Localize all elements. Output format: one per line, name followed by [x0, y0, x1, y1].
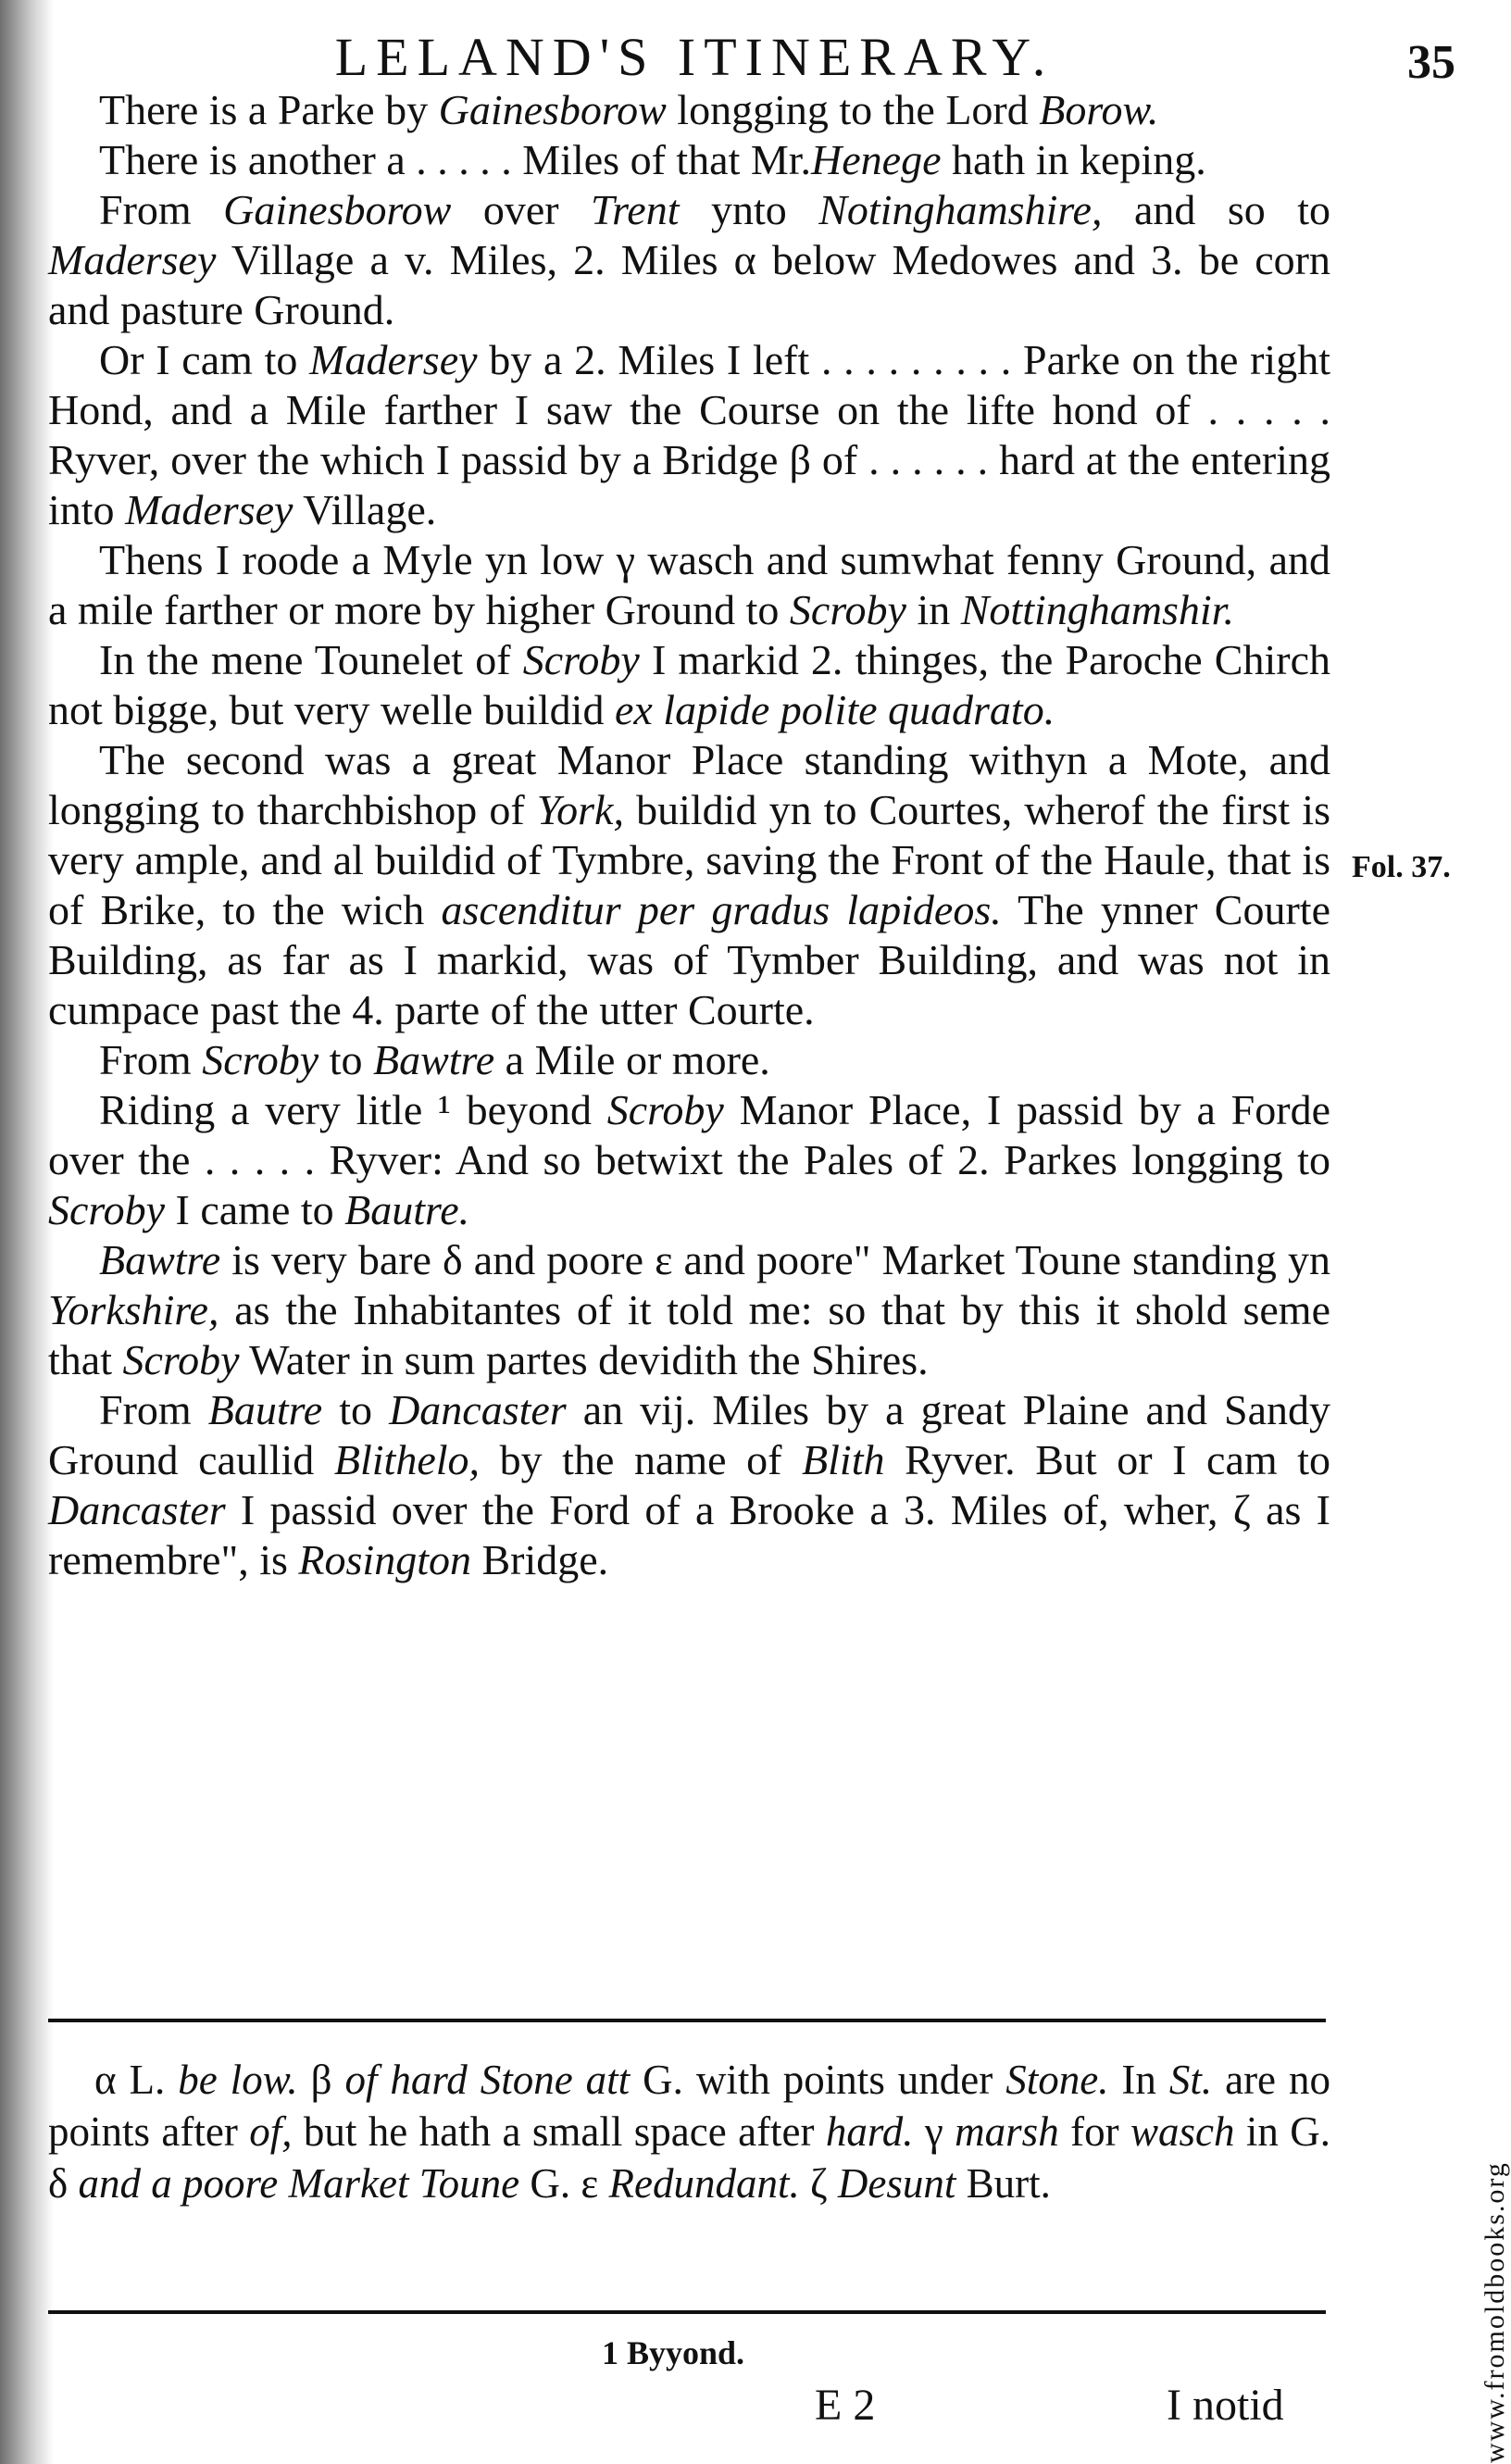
italic-run: Dancaster: [389, 1386, 567, 1433]
footnote: 1 Byyond.: [602, 2334, 745, 2371]
italic-run: Redundant.: [608, 2160, 800, 2207]
italic-run: Nottinghamshir.: [960, 586, 1234, 633]
italic-run: ex lapide polite quadrato.: [614, 686, 1055, 733]
italic-run: Bautre: [207, 1386, 323, 1433]
italic-run: Desunt: [837, 2160, 956, 2207]
italic-run: Madersey: [48, 236, 217, 283]
margin-note: Fol. 37.: [1352, 850, 1451, 884]
italic-run: Bawtre: [99, 1236, 221, 1283]
italic-run: Gainesborow: [438, 86, 667, 133]
italic-run: marsh: [955, 2108, 1059, 2155]
paragraph: In the mene Tounelet of Scroby I markid 2. thinges, the Paroche Chirch not bigge, but very welle buildid ex lapide polite quadrato.: [48, 636, 1330, 733]
paragraph: Bawtre is very bare δ and poore ε and poore" Market Toune standing yn Yorkshire, as the Inhabitantes of it told me: so that by this it shold seme that Scroby Water in sum partes devidith the Shires.: [48, 1236, 1330, 1383]
italic-run: York,: [536, 786, 624, 833]
italic-run: Scroby: [48, 1186, 166, 1233]
italic-run: Blith: [802, 1436, 885, 1483]
paragraph: From Gainesborow over Trent ynto Notinghamshire, and so to Madersey Village a v. Miles, 2. Miles α below Medowes and 3. be corn and pasture Ground.: [48, 186, 1330, 333]
catchword: I notid: [1167, 2381, 1284, 2430]
italic-run: Bawtre: [373, 1036, 495, 1083]
italic-run: be low.: [178, 2057, 298, 2103]
notes-divider-top: [48, 2019, 1326, 2022]
paragraph: Thens I roode a Myle yn low γ wasch and sumwhat fenny Ground, and a mile farther or more by higher Ground to Scroby in Nottinghamshir.: [48, 536, 1330, 633]
italic-run: Blithelo,: [333, 1436, 481, 1483]
paragraph: There is another a . . . . . Miles of that Mr.Henege hath in keping.: [99, 136, 1206, 183]
italic-run: Trent: [591, 186, 680, 233]
italic-run: Scroby: [606, 1086, 724, 1133]
paragraph: Or I cam to Madersey by a 2. Miles I left . . . . . . . . . Parke on the right Hond, and a Mile farther I saw the Course on the lifte hond of . . . . . Ryver, over the which I passid by a Bridge β of . . . . . . hard at the entering into Madersey Village.: [48, 336, 1330, 533]
signature-mark: E 2: [815, 2381, 876, 2430]
page-number: 35: [1407, 36, 1455, 89]
paragraph: There is a Parke by Gainesborow longging to the Lord Borow.: [99, 86, 1159, 133]
italic-run: Scroby: [202, 1036, 319, 1083]
italic-run: wasch: [1130, 2108, 1235, 2155]
italic-run: Bautre.: [344, 1186, 470, 1233]
paragraph: From Bautre to Dancaster an vij. Miles by a great Plaine and Sandy Ground caullid Blithelo, by the name of Blith Ryver. But or I cam to Dancaster I passid over the Ford of a Brooke a 3. Miles of, wher, ζ as I remembre", is Rosington Bridge.: [48, 1386, 1330, 1583]
italic-run: of,: [249, 2108, 293, 2155]
paragraph: Riding a very litle ¹ beyond Scroby Manor Place, I passid by a Forde over the . . . . . Ryver: And so betwixt the Pales of 2. Parkes longging to Scroby I came to Bautre.: [48, 1086, 1330, 1233]
italic-run: ascenditur per gradus lapideos.: [441, 886, 1002, 933]
italic-run: St.: [1168, 2057, 1213, 2103]
italic-run: Scroby: [522, 636, 640, 683]
italic-run: of hard Stone att: [344, 2057, 631, 2103]
paragraph: From Scroby to Bawtre a Mile or more.: [99, 1036, 770, 1083]
running-head: LELAND'S ITINERARY.: [334, 27, 1055, 87]
italic-run: Notinghamshire,: [818, 186, 1103, 233]
italic-run: Scroby: [122, 1336, 240, 1383]
page-gutter-shadow: [0, 0, 54, 2464]
italic-run: Scroby: [789, 586, 906, 633]
italic-run: Rosington: [298, 1536, 471, 1583]
italic-run: Yorkshire,: [48, 1286, 219, 1333]
italic-run: Stone.: [1005, 2057, 1109, 2103]
italic-run: Madersey: [309, 336, 478, 383]
italic-run: and a poore Market Toune: [78, 2160, 520, 2207]
italic-run: Henege: [811, 136, 942, 183]
italic-run: Dancaster: [48, 1486, 226, 1533]
italic-run: Gainesborow: [223, 186, 452, 233]
textual-notes: [48, 2054, 1330, 2209]
notes-divider-bottom: [48, 2310, 1326, 2314]
watermark: www.fromoldbooks.org: [1480, 2161, 1510, 2463]
main-text: [48, 85, 1330, 1585]
paragraph: The second was a great Manor Place standing withyn a Mote, and longging to tharchbishop of York, buildid yn to Courtes, wherof the first is very ample, and al buildid of Tymbre, saving the Front of the Haule, that is of Brike, to the wich ascenditur per gradus lapideos. The ynner Courte Building, as far as I markid, was of Tymber Building, and was not in cumpace past the 4. parte of the utter Courte.: [48, 736, 1330, 1033]
notes-text: α L. be low. β of hard Stone att G. with points under Stone. In St. are no points after of, but he hath a small space after hard. γ marsh for wasch in G. δ and a poore Market Toune G. ε Redundant. ζ Desunt Burt.: [48, 2057, 1331, 2207]
italic-run: Madersey: [125, 486, 293, 533]
italic-run: hard.: [825, 2108, 914, 2155]
italic-run: Borow.: [1039, 86, 1159, 133]
